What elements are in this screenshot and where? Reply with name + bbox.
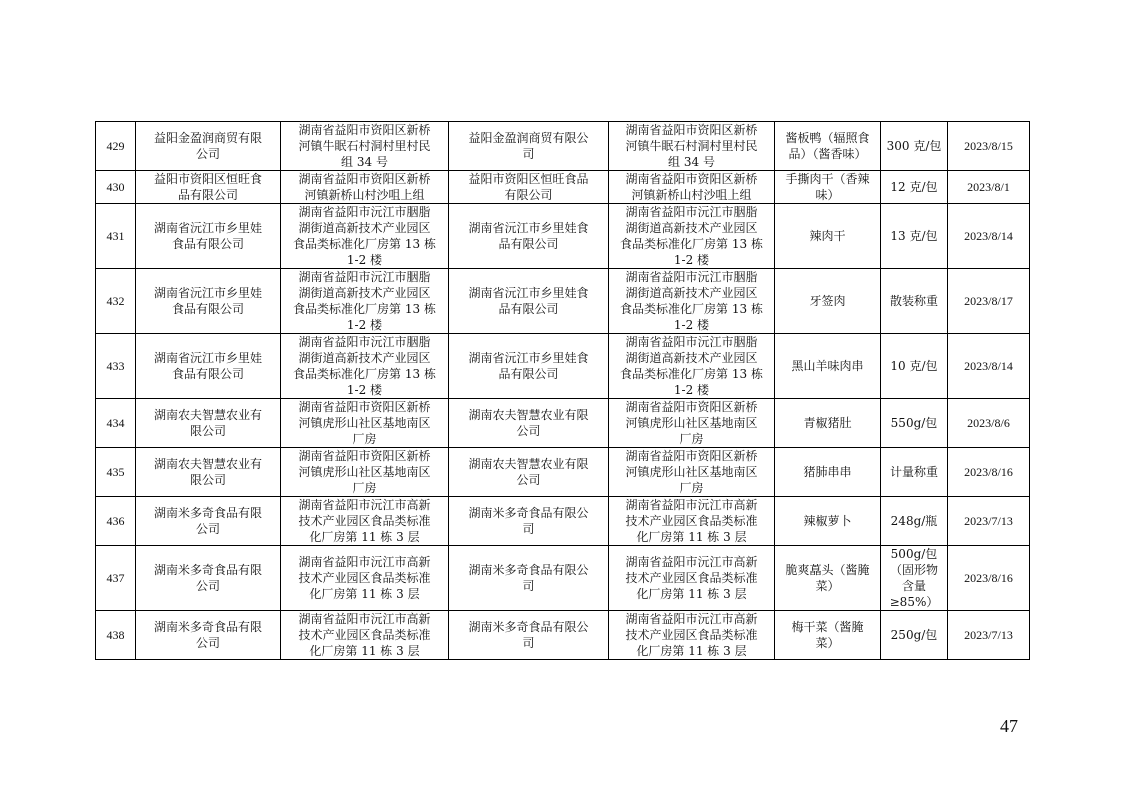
producer-address-cell: 湖南省益阳市沅江市胭脂 湖街道高新技术产业园区 食品类标准化厂房第 13 栋 1-2 楼 (281, 334, 449, 399)
production-date-cell: 2023/7/13 (948, 611, 1030, 660)
table-row (96, 204, 1030, 269)
table-row (96, 399, 1030, 448)
producer-address-cell: 湖南省益阳市沅江市高新 技术产业园区食品类标准 化厂房第 11 栋 3 层 (281, 546, 449, 611)
row-number-cell: 431 (96, 204, 136, 269)
producer-name-cell: 益阳金盈润商贸有限 公司 (136, 122, 281, 171)
product-name-cell: 黑山羊味肉串 (775, 334, 881, 399)
seller-address-cell: 湖南省益阳市沅江市高新 技术产业园区食品类标准 化厂房第 11 栋 3 层 (609, 497, 775, 546)
production-date-cell: 2023/8/6 (948, 399, 1030, 448)
table-row (96, 546, 1030, 611)
table-row (96, 611, 1030, 660)
row-number-cell: 435 (96, 448, 136, 497)
seller-address-cell: 湖南省益阳市沅江市胭脂 湖街道高新技术产业园区 食品类标准化厂房第 13 栋 1-2 楼 (609, 269, 775, 334)
seller-address-cell: 湖南省益阳市沅江市胭脂 湖街道高新技术产业园区 食品类标准化厂房第 13 栋 1-2 楼 (609, 204, 775, 269)
seller-address-cell: 湖南省益阳市资阳区新桥 河镇虎形山社区基地南区 厂房 (609, 448, 775, 497)
producer-name-cell: 湖南农夫智慧农业有 限公司 (136, 448, 281, 497)
food-sampling-table (95, 121, 1030, 660)
production-date-cell: 2023/8/17 (948, 269, 1030, 334)
seller-name-cell: 益阳金盈润商贸有限公 司 (449, 122, 609, 171)
seller-name-cell: 湖南米多奇食品有限公 司 (449, 611, 609, 660)
table-row (96, 334, 1030, 399)
seller-address-cell: 湖南省益阳市沅江市高新 技术产业园区食品类标准 化厂房第 11 栋 3 层 (609, 546, 775, 611)
table-row (96, 497, 1030, 546)
seller-address-cell: 湖南省益阳市资阳区新桥 河镇牛眠石村洞村里村民 组 34 号 (609, 122, 775, 171)
product-name-cell: 青椒猪肚 (775, 399, 881, 448)
specification-cell: 300 克/包 (881, 122, 948, 171)
specification-cell: 500g/包 （固形物 含量 ≥85%） (881, 546, 948, 611)
row-number-cell: 437 (96, 546, 136, 611)
producer-name-cell: 益阳市资阳区恒旺食 品有限公司 (136, 171, 281, 204)
producer-name-cell: 湖南省沅江市乡里娃 食品有限公司 (136, 269, 281, 334)
producer-name-cell: 湖南省沅江市乡里娃 食品有限公司 (136, 204, 281, 269)
seller-address-cell: 湖南省益阳市资阳区新桥 河镇虎形山社区基地南区 厂房 (609, 399, 775, 448)
seller-name-cell: 湖南农夫智慧农业有限 公司 (449, 399, 609, 448)
production-date-cell: 2023/8/14 (948, 334, 1030, 399)
seller-name-cell: 湖南省沅江市乡里娃食 品有限公司 (449, 334, 609, 399)
specification-cell: 10 克/包 (881, 334, 948, 399)
specification-cell: 250g/包 (881, 611, 948, 660)
table-row (96, 269, 1030, 334)
specification-cell: 12 克/包 (881, 171, 948, 204)
producer-name-cell: 湖南米多奇食品有限 公司 (136, 611, 281, 660)
page-number: 47 (1000, 716, 1018, 736)
row-number-cell: 436 (96, 497, 136, 546)
production-date-cell: 2023/8/16 (948, 448, 1030, 497)
production-date-cell: 2023/8/16 (948, 546, 1030, 611)
producer-address-cell: 湖南省益阳市资阳区新桥 河镇虎形山社区基地南区 厂房 (281, 448, 449, 497)
seller-name-cell: 湖南省沅江市乡里娃食 品有限公司 (449, 204, 609, 269)
specification-cell: 13 克/包 (881, 204, 948, 269)
table-row (96, 448, 1030, 497)
table-body (96, 122, 1030, 660)
row-number-cell: 434 (96, 399, 136, 448)
producer-name-cell: 湖南米多奇食品有限 公司 (136, 546, 281, 611)
seller-name-cell: 益阳市资阳区恒旺食品 有限公司 (449, 171, 609, 204)
row-number-cell: 430 (96, 171, 136, 204)
row-number-cell: 433 (96, 334, 136, 399)
producer-name-cell: 湖南米多奇食品有限 公司 (136, 497, 281, 546)
seller-address-cell: 湖南省益阳市沅江市高新 技术产业园区食品类标准 化厂房第 11 栋 3 层 (609, 611, 775, 660)
production-date-cell: 2023/8/14 (948, 204, 1030, 269)
producer-address-cell: 湖南省益阳市沅江市高新 技术产业园区食品类标准 化厂房第 11 栋 3 层 (281, 497, 449, 546)
row-number-cell: 438 (96, 611, 136, 660)
product-name-cell: 牙签肉 (775, 269, 881, 334)
producer-address-cell: 湖南省益阳市沅江市高新 技术产业园区食品类标准 化厂房第 11 栋 3 层 (281, 611, 449, 660)
seller-name-cell: 湖南农夫智慧农业有限 公司 (449, 448, 609, 497)
seller-address-cell: 湖南省益阳市沅江市胭脂 湖街道高新技术产业园区 食品类标准化厂房第 13 栋 1-2 楼 (609, 334, 775, 399)
production-date-cell: 2023/7/13 (948, 497, 1030, 546)
specification-cell: 550g/包 (881, 399, 948, 448)
product-name-cell: 酱板鸭（辐照食 品）（酱香味） (775, 122, 881, 171)
specification-cell: 散装称重 (881, 269, 948, 334)
producer-address-cell: 湖南省益阳市资阳区新桥 河镇新桥山村沙咀上组 (281, 171, 449, 204)
seller-name-cell: 湖南米多奇食品有限公 司 (449, 497, 609, 546)
product-name-cell: 猪肺串串 (775, 448, 881, 497)
producer-address-cell: 湖南省益阳市沅江市胭脂 湖街道高新技术产业园区 食品类标准化厂房第 13 栋 1-2 楼 (281, 269, 449, 334)
product-name-cell: 辣肉干 (775, 204, 881, 269)
table-row (96, 122, 1030, 171)
producer-address-cell: 湖南省益阳市资阳区新桥 河镇牛眠石村洞村里村民 组 34 号 (281, 122, 449, 171)
producer-address-cell: 湖南省益阳市资阳区新桥 河镇虎形山社区基地南区 厂房 (281, 399, 449, 448)
specification-cell: 计量称重 (881, 448, 948, 497)
producer-name-cell: 湖南省沅江市乡里娃 食品有限公司 (136, 334, 281, 399)
product-name-cell: 梅干菜（酱腌 菜） (775, 611, 881, 660)
row-number-cell: 429 (96, 122, 136, 171)
producer-address-cell: 湖南省益阳市沅江市胭脂 湖街道高新技术产业园区 食品类标准化厂房第 13 栋 1-2 楼 (281, 204, 449, 269)
production-date-cell: 2023/8/1 (948, 171, 1030, 204)
table-row (96, 171, 1030, 204)
producer-name-cell: 湖南农夫智慧农业有 限公司 (136, 399, 281, 448)
specification-cell: 248g/瓶 (881, 497, 948, 546)
seller-name-cell: 湖南米多奇食品有限公 司 (449, 546, 609, 611)
row-number-cell: 432 (96, 269, 136, 334)
product-name-cell: 辣椒萝卜 (775, 497, 881, 546)
product-name-cell: 脆爽藠头（酱腌 菜） (775, 546, 881, 611)
production-date-cell: 2023/8/15 (948, 122, 1030, 171)
product-name-cell: 手撕肉干（香辣 味） (775, 171, 881, 204)
seller-address-cell: 湖南省益阳市资阳区新桥 河镇新桥山村沙咀上组 (609, 171, 775, 204)
seller-name-cell: 湖南省沅江市乡里娃食 品有限公司 (449, 269, 609, 334)
